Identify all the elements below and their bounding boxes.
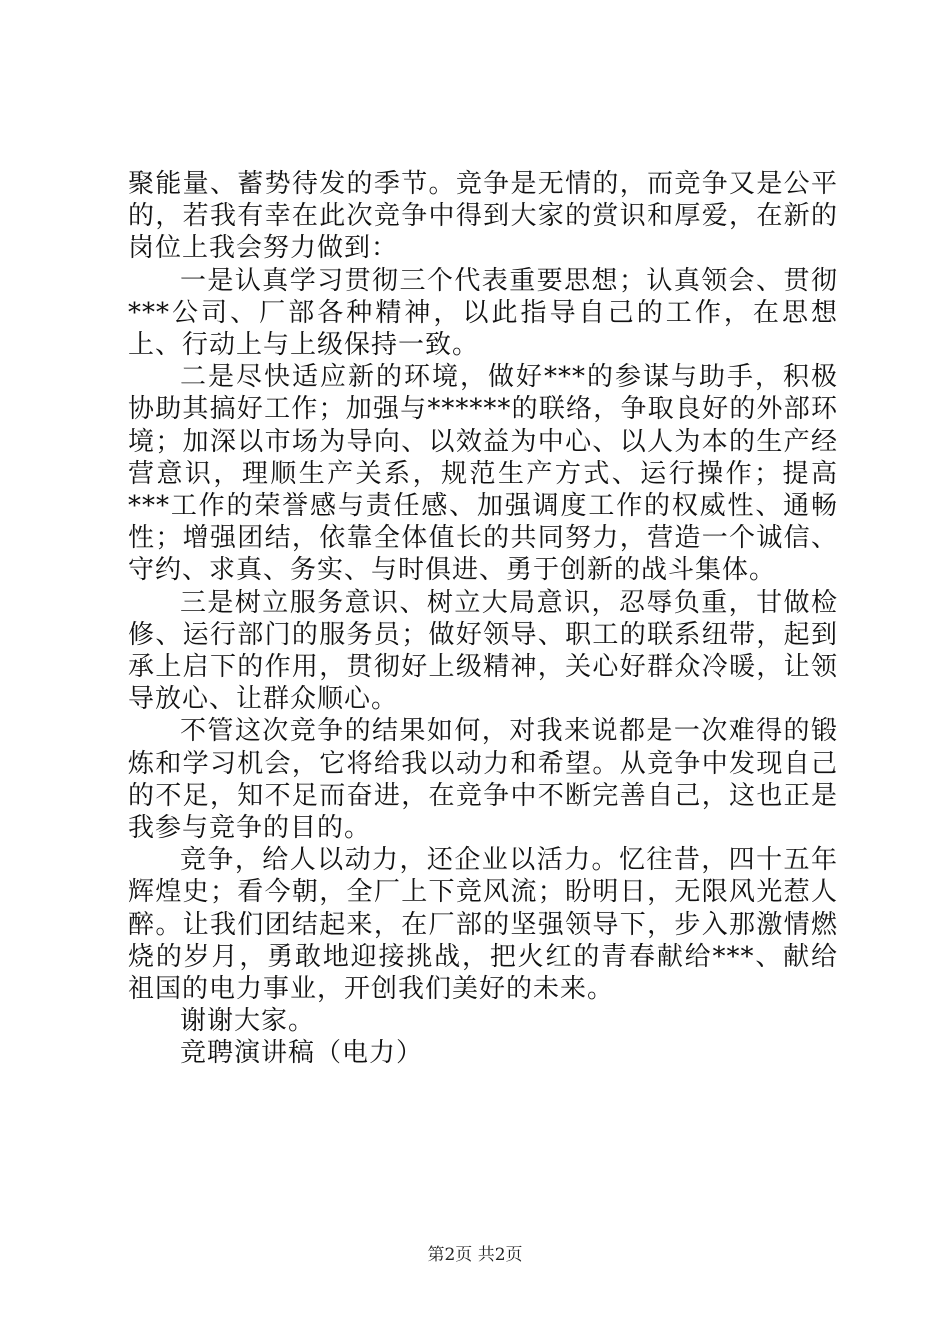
- paragraph: 不管这次竞争的结果如何，对我来说都是一次难得的锻炼和学习机会，它将给我以动力和希望。从竞争中发现自己的不足，知不足而奋进，在竞争中不断完善自己，这也正是我参与竞争的目的。: [128, 716, 838, 844]
- paragraph: 二是尽快适应新的环境，做好***的参谋与助手，积极协助其搞好工作；加强与******的联络，争取良好的外部环境；加深以市场为导向、以效益为中心、以人为本的生产经营意识，理顺生产关系，规范生产方式、运行操作；提高***工作的荣誉感与责任感、加强调度工作的权威性、通畅性；增强团结，依靠全体值长的共同努力，营造一个诚信、守约、求真、务实、与时俱进、勇于创新的战斗集体。: [128, 362, 838, 586]
- page-footer: 第2页 共2页: [427, 1245, 523, 1265]
- paragraph: 聚能量、蓄势待发的季节。竞争是无情的，而竞争又是公平的，若我有幸在此次竞争中得到大家的赏识和厚爱，在新的岗位上我会努力做到：: [128, 169, 838, 264]
- paragraph: 竞争，给人以动力，还企业以活力。忆往昔，四十五年辉煌史；看今朝，全厂上下竞风流；盼明日，无限风光惹人醉。让我们团结起来，在厂部的坚强领导下，步入那激情燃烧的岁月，勇敢地迎接挑战，把火红的青春献给***、献给祖国的电力事业，开创我们美好的未来。: [128, 845, 838, 1005]
- paragraph: 三是树立服务意识、树立大局意识，忍辱负重，甘做检修、运行部门的服务员；做好领导、职工的联系纽带，起到承上启下的作用，贯彻好上级精神，关心好群众冷暖，让领导放心、让群众顺心。: [128, 587, 838, 715]
- closing-thanks: 谢谢大家。: [180, 1006, 316, 1037]
- paragraph: 一是认真学习贯彻三个代表重要思想；认真领会、贯彻***公司、厂部各种精神，以此指导自己的工作，在思想上、行动上与上级保持一致。: [128, 265, 838, 361]
- document-body: [128, 168, 838, 1070]
- document-title-line: 竞聘演讲稿（电力）: [180, 1038, 424, 1069]
